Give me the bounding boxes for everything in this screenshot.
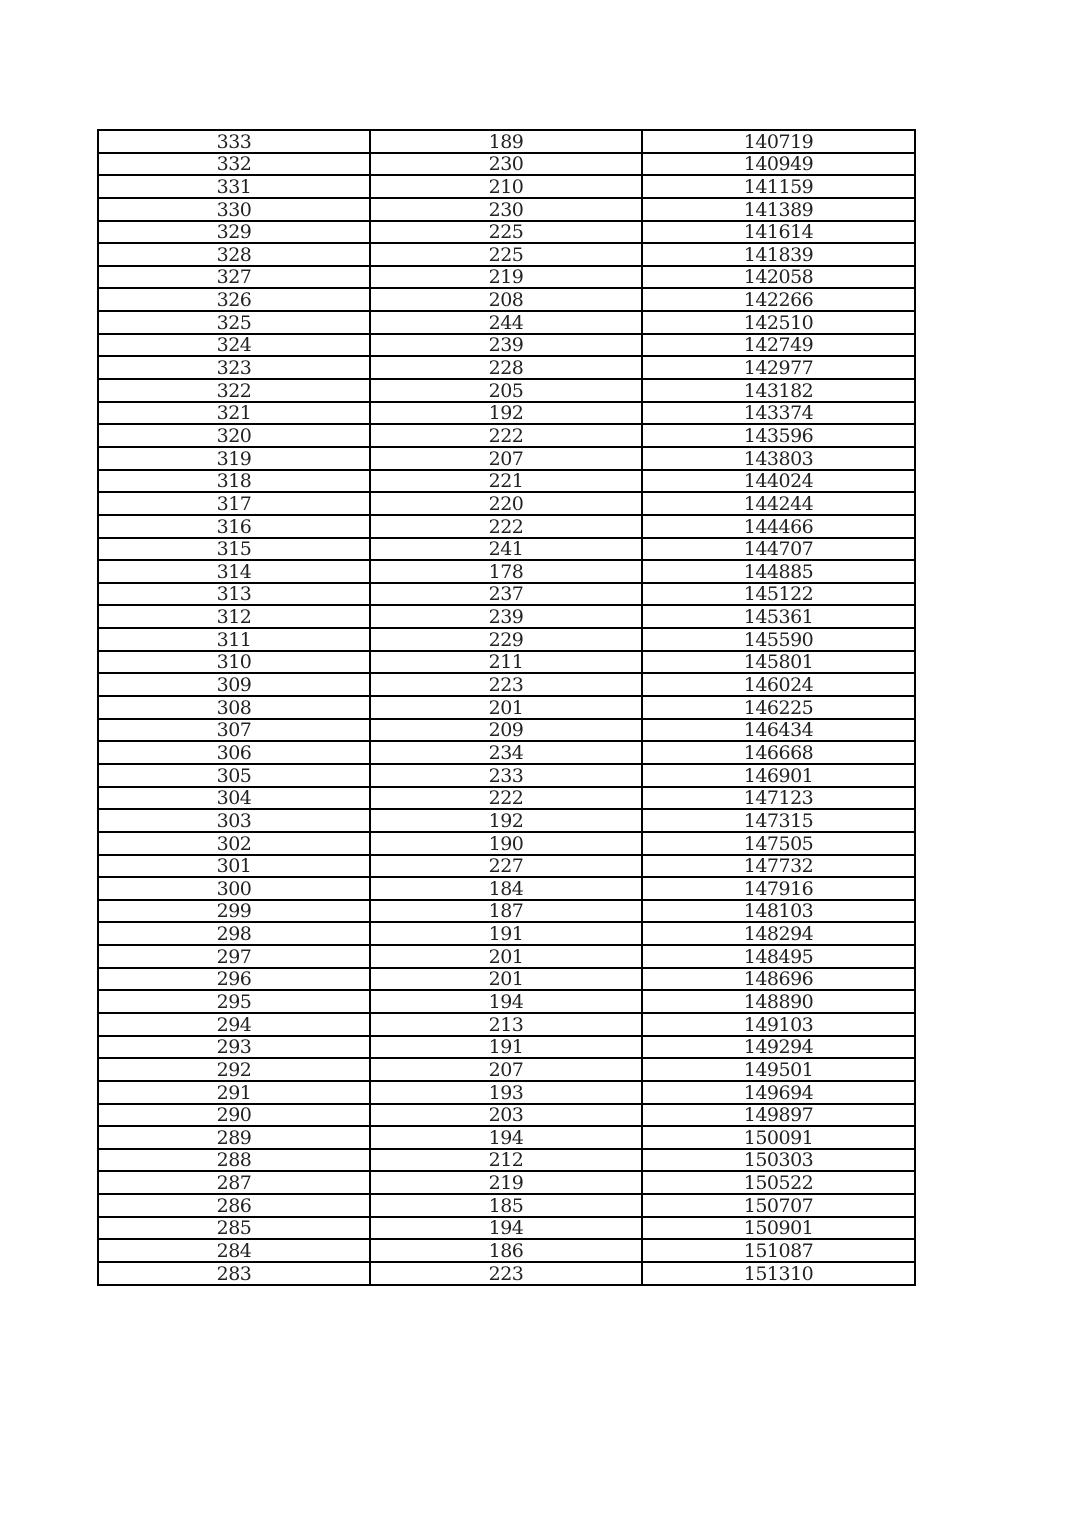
table-row — [98, 402, 915, 425]
cumulative-cell: 149103 — [642, 1013, 915, 1036]
cumulative-cell: 145590 — [642, 628, 915, 651]
score-cell: 310 — [98, 651, 370, 674]
table-row — [98, 1081, 915, 1104]
table-row — [98, 560, 915, 583]
score-cell: 315 — [98, 538, 370, 561]
cumulative-cell: 143803 — [642, 447, 915, 470]
table-row — [98, 787, 915, 810]
cumulative-cell: 146901 — [642, 764, 915, 787]
table-row — [98, 922, 915, 945]
count-cell: 201 — [370, 968, 642, 991]
score-cell: 294 — [98, 1013, 370, 1036]
score-table-body — [98, 130, 915, 1285]
score-cell: 297 — [98, 945, 370, 968]
cumulative-cell: 143596 — [642, 424, 915, 447]
cumulative-cell: 148696 — [642, 968, 915, 991]
table-row — [98, 1013, 915, 1036]
count-cell: 191 — [370, 1036, 642, 1059]
score-cell: 325 — [98, 311, 370, 334]
count-cell: 207 — [370, 1058, 642, 1081]
cumulative-cell: 144885 — [642, 560, 915, 583]
count-cell: 239 — [370, 605, 642, 628]
score-cell: 324 — [98, 334, 370, 357]
table-row — [98, 447, 915, 470]
table-row — [98, 356, 915, 379]
cumulative-cell: 148495 — [642, 945, 915, 968]
count-cell: 227 — [370, 855, 642, 878]
count-cell: 178 — [370, 560, 642, 583]
count-cell: 229 — [370, 628, 642, 651]
score-cell: 331 — [98, 175, 370, 198]
table-row — [98, 945, 915, 968]
count-cell: 186 — [370, 1239, 642, 1262]
count-cell: 237 — [370, 583, 642, 606]
score-cell: 284 — [98, 1239, 370, 1262]
table-row — [98, 243, 915, 266]
score-cell: 300 — [98, 877, 370, 900]
cumulative-cell: 140949 — [642, 153, 915, 176]
cumulative-cell: 147916 — [642, 877, 915, 900]
score-cell: 288 — [98, 1149, 370, 1172]
table-row — [98, 492, 915, 515]
table-row — [98, 288, 915, 311]
count-cell: 210 — [370, 175, 642, 198]
score-cell: 312 — [98, 605, 370, 628]
score-cell: 301 — [98, 855, 370, 878]
score-cell: 306 — [98, 741, 370, 764]
score-cell: 283 — [98, 1262, 370, 1285]
table-row — [98, 628, 915, 651]
cumulative-cell: 151310 — [642, 1262, 915, 1285]
count-cell: 223 — [370, 1262, 642, 1285]
count-cell: 209 — [370, 719, 642, 742]
count-cell: 221 — [370, 470, 642, 493]
table-row — [98, 1194, 915, 1217]
count-cell: 185 — [370, 1194, 642, 1217]
table-row — [98, 175, 915, 198]
count-cell: 222 — [370, 787, 642, 810]
table-row — [98, 1104, 915, 1127]
table-row — [98, 153, 915, 176]
table-row — [98, 832, 915, 855]
table-row — [98, 1239, 915, 1262]
score-cell: 303 — [98, 809, 370, 832]
cumulative-cell: 140719 — [642, 130, 915, 153]
score-cell: 305 — [98, 764, 370, 787]
score-cell: 287 — [98, 1171, 370, 1194]
count-cell: 192 — [370, 402, 642, 425]
table-row — [98, 1036, 915, 1059]
table-row — [98, 855, 915, 878]
table-row — [98, 900, 915, 923]
count-cell: 184 — [370, 877, 642, 900]
count-cell: 233 — [370, 764, 642, 787]
table-row — [98, 221, 915, 244]
cumulative-cell: 150522 — [642, 1171, 915, 1194]
table-row — [98, 741, 915, 764]
count-cell: 194 — [370, 990, 642, 1013]
cumulative-cell: 145122 — [642, 583, 915, 606]
score-cell: 304 — [98, 787, 370, 810]
cumulative-cell: 149501 — [642, 1058, 915, 1081]
table-row — [98, 198, 915, 221]
score-table — [97, 129, 916, 1286]
count-cell: 201 — [370, 696, 642, 719]
table-row — [98, 1149, 915, 1172]
cumulative-cell: 151087 — [642, 1239, 915, 1262]
cumulative-cell: 142266 — [642, 288, 915, 311]
count-cell: 225 — [370, 243, 642, 266]
count-cell: 228 — [370, 356, 642, 379]
cumulative-cell: 148294 — [642, 922, 915, 945]
count-cell: 190 — [370, 832, 642, 855]
cumulative-cell: 142058 — [642, 266, 915, 289]
score-cell: 296 — [98, 968, 370, 991]
score-table-sheet — [97, 129, 914, 1286]
cumulative-cell: 149294 — [642, 1036, 915, 1059]
count-cell: 230 — [370, 153, 642, 176]
score-cell: 330 — [98, 198, 370, 221]
table-row — [98, 696, 915, 719]
cumulative-cell: 150091 — [642, 1126, 915, 1149]
score-cell: 285 — [98, 1217, 370, 1240]
table-row — [98, 1217, 915, 1240]
cumulative-cell: 150303 — [642, 1149, 915, 1172]
count-cell: 223 — [370, 673, 642, 696]
cumulative-cell: 146668 — [642, 741, 915, 764]
score-cell: 302 — [98, 832, 370, 855]
count-cell: 207 — [370, 447, 642, 470]
cumulative-cell: 144466 — [642, 515, 915, 538]
table-row — [98, 1058, 915, 1081]
count-cell: 219 — [370, 266, 642, 289]
cumulative-cell: 147505 — [642, 832, 915, 855]
cumulative-cell: 146434 — [642, 719, 915, 742]
table-row — [98, 424, 915, 447]
table-row — [98, 990, 915, 1013]
count-cell: 219 — [370, 1171, 642, 1194]
count-cell: 193 — [370, 1081, 642, 1104]
score-cell: 319 — [98, 447, 370, 470]
cumulative-cell: 148103 — [642, 900, 915, 923]
score-cell: 318 — [98, 470, 370, 493]
count-cell: 205 — [370, 379, 642, 402]
count-cell: 203 — [370, 1104, 642, 1127]
count-cell: 189 — [370, 130, 642, 153]
cumulative-cell: 141159 — [642, 175, 915, 198]
table-row — [98, 379, 915, 402]
count-cell: 244 — [370, 311, 642, 334]
score-cell: 307 — [98, 719, 370, 742]
count-cell: 208 — [370, 288, 642, 311]
count-cell: 241 — [370, 538, 642, 561]
score-cell: 293 — [98, 1036, 370, 1059]
count-cell: 222 — [370, 424, 642, 447]
cumulative-cell: 149694 — [642, 1081, 915, 1104]
score-cell: 291 — [98, 1081, 370, 1104]
table-row — [98, 651, 915, 674]
cumulative-cell: 141389 — [642, 198, 915, 221]
score-cell: 290 — [98, 1104, 370, 1127]
score-cell: 289 — [98, 1126, 370, 1149]
count-cell: 239 — [370, 334, 642, 357]
cumulative-cell: 142749 — [642, 334, 915, 357]
score-cell: 317 — [98, 492, 370, 515]
count-cell: 234 — [370, 741, 642, 764]
count-cell: 191 — [370, 922, 642, 945]
score-cell: 295 — [98, 990, 370, 1013]
count-cell: 194 — [370, 1217, 642, 1240]
score-cell: 299 — [98, 900, 370, 923]
table-row — [98, 583, 915, 606]
cumulative-cell: 149897 — [642, 1104, 915, 1127]
score-cell: 328 — [98, 243, 370, 266]
cumulative-cell: 143374 — [642, 402, 915, 425]
score-cell: 316 — [98, 515, 370, 538]
cumulative-cell: 150707 — [642, 1194, 915, 1217]
score-cell: 327 — [98, 266, 370, 289]
score-cell: 292 — [98, 1058, 370, 1081]
cumulative-cell: 147315 — [642, 809, 915, 832]
table-row — [98, 515, 915, 538]
cumulative-cell: 144244 — [642, 492, 915, 515]
cumulative-cell: 142977 — [642, 356, 915, 379]
cumulative-cell: 144707 — [642, 538, 915, 561]
cumulative-cell: 148890 — [642, 990, 915, 1013]
score-cell: 322 — [98, 379, 370, 402]
score-cell: 333 — [98, 130, 370, 153]
table-row — [98, 809, 915, 832]
cumulative-cell: 147123 — [642, 787, 915, 810]
cumulative-cell: 145361 — [642, 605, 915, 628]
table-row — [98, 130, 915, 153]
count-cell: 230 — [370, 198, 642, 221]
cumulative-cell: 150901 — [642, 1217, 915, 1240]
score-cell: 314 — [98, 560, 370, 583]
table-row — [98, 764, 915, 787]
score-cell: 321 — [98, 402, 370, 425]
table-row — [98, 470, 915, 493]
table-row — [98, 311, 915, 334]
table-row — [98, 968, 915, 991]
cumulative-cell: 145801 — [642, 651, 915, 674]
table-row — [98, 334, 915, 357]
cumulative-cell: 141839 — [642, 243, 915, 266]
count-cell: 212 — [370, 1149, 642, 1172]
cumulative-cell: 146024 — [642, 673, 915, 696]
cumulative-cell: 146225 — [642, 696, 915, 719]
cumulative-cell: 143182 — [642, 379, 915, 402]
table-row — [98, 1126, 915, 1149]
count-cell: 192 — [370, 809, 642, 832]
count-cell: 201 — [370, 945, 642, 968]
count-cell: 213 — [370, 1013, 642, 1036]
score-cell: 311 — [98, 628, 370, 651]
count-cell: 187 — [370, 900, 642, 923]
count-cell: 225 — [370, 221, 642, 244]
table-row — [98, 266, 915, 289]
table-row — [98, 719, 915, 742]
score-cell: 323 — [98, 356, 370, 379]
score-cell: 286 — [98, 1194, 370, 1217]
cumulative-cell: 147732 — [642, 855, 915, 878]
score-cell: 313 — [98, 583, 370, 606]
table-row — [98, 605, 915, 628]
cumulative-cell: 144024 — [642, 470, 915, 493]
score-cell: 309 — [98, 673, 370, 696]
cumulative-cell: 142510 — [642, 311, 915, 334]
table-row — [98, 1171, 915, 1194]
count-cell: 194 — [370, 1126, 642, 1149]
count-cell: 211 — [370, 651, 642, 674]
count-cell: 220 — [370, 492, 642, 515]
table-row — [98, 1262, 915, 1285]
score-cell: 298 — [98, 922, 370, 945]
table-row — [98, 673, 915, 696]
score-cell: 320 — [98, 424, 370, 447]
count-cell: 222 — [370, 515, 642, 538]
score-cell: 308 — [98, 696, 370, 719]
score-cell: 326 — [98, 288, 370, 311]
table-row — [98, 538, 915, 561]
table-row — [98, 877, 915, 900]
score-cell: 329 — [98, 221, 370, 244]
cumulative-cell: 141614 — [642, 221, 915, 244]
score-cell: 332 — [98, 153, 370, 176]
